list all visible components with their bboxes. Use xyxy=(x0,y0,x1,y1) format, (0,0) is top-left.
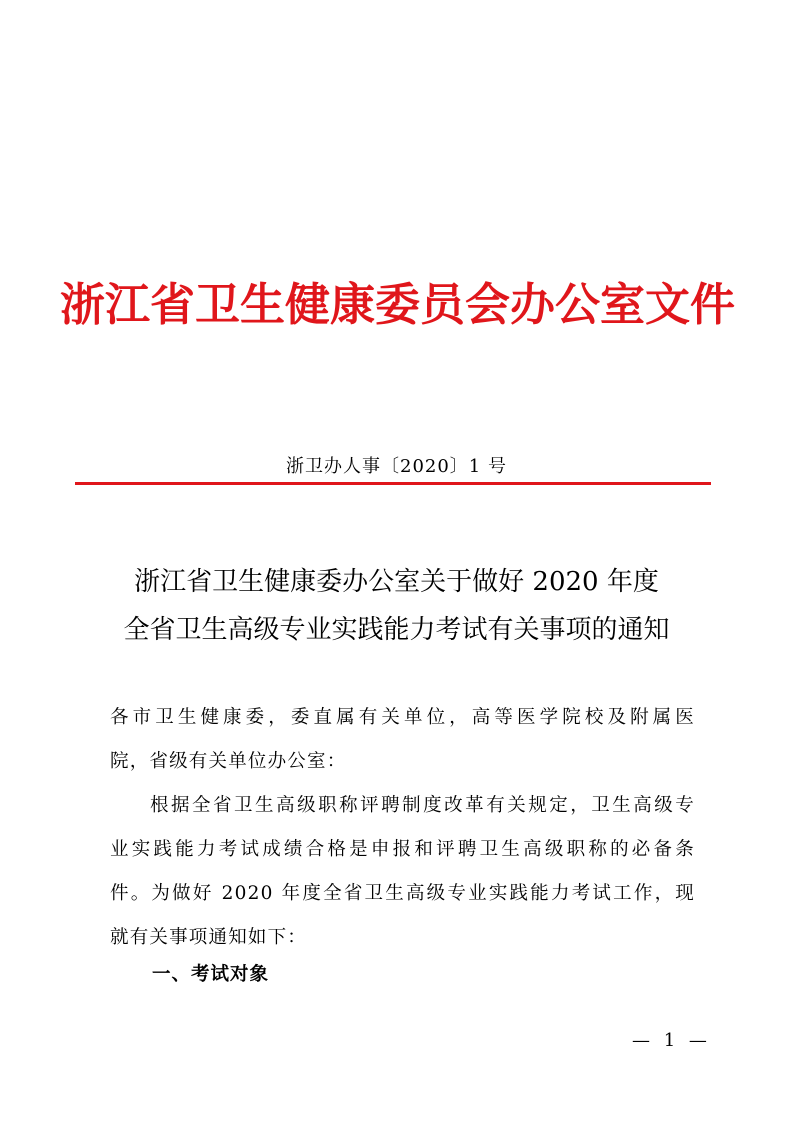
paragraph-line-3: 件。为做好 2020 年度全省卫生高级专业实践能力考试工作，现 xyxy=(110,883,695,904)
addressee-line-1: 各市卫生健康委，委直属有关单位，高等医学院校及附属医 xyxy=(110,707,695,728)
notice-title-line-2: 全省卫生高级专业实践能力考试有关事项的通知 xyxy=(123,615,670,645)
notice-title xyxy=(60,558,733,654)
addressee-line-2: 院，省级有关单位办公室： xyxy=(110,751,347,772)
paragraph-line-4: 就有关事项通知如下： xyxy=(110,927,308,948)
notice-body xyxy=(110,696,695,960)
red-separator-line xyxy=(75,482,711,485)
document-number: 浙卫办人事〔2020〕1 号 xyxy=(286,456,507,477)
notice-title-line-1: 浙江省卫生健康委办公室关于做好 2020 年度 xyxy=(134,567,659,597)
masthead-title: 浙江省卫生健康委员会办公室文件 xyxy=(60,278,736,331)
page-number: — 1 — xyxy=(632,1030,711,1051)
paragraph-line-2: 业实践能力考试成绩合格是申报和评聘卫生高级职称的必备条 xyxy=(110,839,695,860)
paragraph-line-1: 根据全省卫生高级职称评聘制度改革有关规定，卫生高级专 xyxy=(150,795,695,816)
section-heading-1: 一、考试对象 xyxy=(152,964,270,985)
